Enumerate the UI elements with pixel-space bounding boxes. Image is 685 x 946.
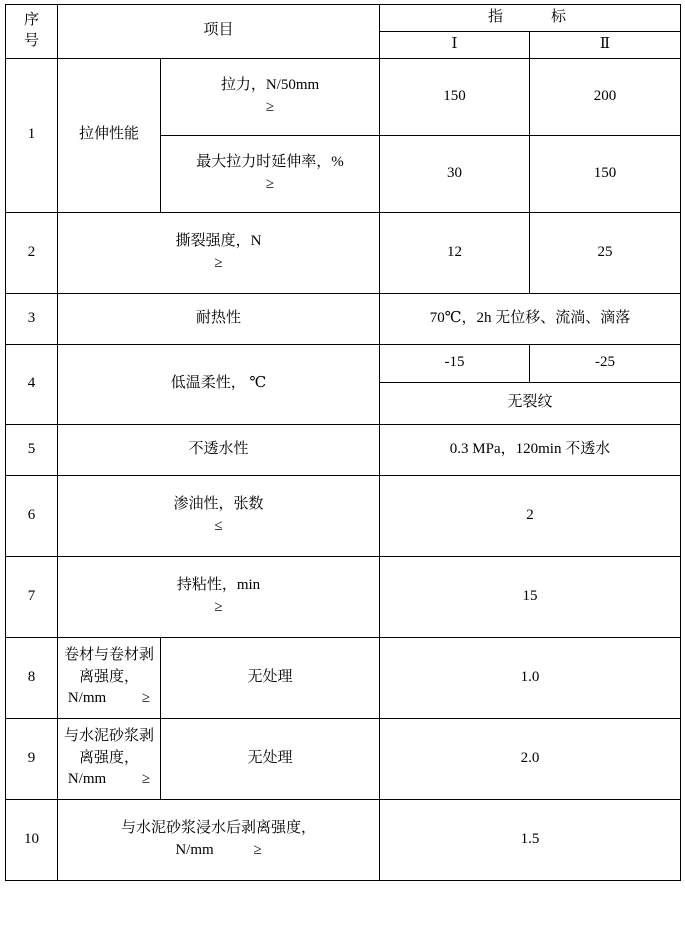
table-header-row-1: [6, 5, 681, 32]
row-value-grade1: 150: [380, 58, 530, 135]
row-subname: [161, 135, 380, 212]
row-number: 4: [6, 344, 58, 424]
row-name-symbol: ≥: [214, 598, 223, 615]
row-name: 不透水性: [58, 424, 380, 475]
row-value-span: 2: [380, 475, 681, 556]
row-value-grade1: 12: [380, 212, 530, 293]
row-name: [58, 718, 161, 799]
header-item-cell: 项目: [58, 5, 380, 59]
row-value-span: 无裂纹: [380, 382, 681, 424]
table-row: [6, 212, 681, 293]
row-subname: [161, 58, 380, 135]
row-name-text: 持粘性，min: [176, 576, 261, 593]
header-seq-cell: [6, 5, 58, 59]
row-name-unit: N/mm: [67, 690, 107, 707]
row-name-line2: [61, 769, 157, 791]
row-number: 9: [6, 718, 58, 799]
row-number: 10: [6, 799, 58, 880]
row-name-line2: [61, 688, 157, 710]
row-value-span: 2.0: [380, 718, 681, 799]
row-value-span: 70℃，2h 无位移、流淌、滴落: [380, 293, 681, 344]
row-condition: 无处理: [161, 637, 380, 718]
row-name-line1: 与水泥砂浆浸水后剥离强度，: [121, 819, 317, 836]
row-name-line1: 与水泥砂浆剥离强度，: [63, 727, 154, 766]
row-number: 3: [6, 293, 58, 344]
row-value-span: 15: [380, 556, 681, 637]
specification-table: [5, 4, 681, 881]
row-number: 6: [6, 475, 58, 556]
row-value-grade1: 30: [380, 135, 530, 212]
document-page: [0, 4, 685, 946]
row-name: 低温柔性， ℃: [58, 344, 380, 424]
row-value-span: 0.3 MPa，120min 不透水: [380, 424, 681, 475]
row-value-grade2: -25: [530, 344, 681, 382]
row-name-symbol: ≥: [253, 841, 262, 858]
row-name-symbol: ≤: [214, 517, 223, 534]
table-row: [6, 344, 681, 382]
row-name-text: 渗油性，张数: [173, 495, 264, 512]
table-row: [6, 424, 681, 475]
row-number: 7: [6, 556, 58, 637]
row-name: [58, 799, 380, 880]
row-condition: 无处理: [161, 718, 380, 799]
header-seq-line1: 序: [23, 11, 39, 28]
row-name-symbol: ≥: [141, 771, 151, 788]
table-row: [6, 556, 681, 637]
row-name: [58, 212, 380, 293]
table-row: [6, 293, 681, 344]
row-name-symbol: ≥: [214, 254, 223, 271]
row-name: [58, 475, 380, 556]
row-number: 5: [6, 424, 58, 475]
row-number: 2: [6, 212, 58, 293]
header-grade-1: Ⅰ: [380, 31, 530, 58]
row-value-grade2: 150: [530, 135, 681, 212]
row-name: [58, 637, 161, 718]
row-name: 拉伸性能: [58, 58, 161, 212]
row-subname-symbol: ≥: [265, 175, 275, 192]
table-row: [6, 475, 681, 556]
row-subname-text: 最大拉力时延伸率，%: [196, 153, 344, 170]
table-row: [6, 799, 681, 880]
table-row: [6, 718, 681, 799]
header-index-cell: 指 标: [380, 5, 681, 32]
row-value-grade2: 200: [530, 58, 681, 135]
row-value-grade2: 25: [530, 212, 681, 293]
row-number: 1: [6, 58, 58, 212]
table-row: [6, 637, 681, 718]
header-seq-line2: 号: [23, 33, 39, 50]
row-name-symbol: ≥: [141, 690, 151, 707]
table-row: [6, 58, 681, 135]
header-grade-2: Ⅱ: [530, 31, 681, 58]
row-subname-text: 拉力，N/50mm: [220, 76, 320, 93]
row-value-grade1: -15: [380, 344, 530, 382]
row-name: 耐热性: [58, 293, 380, 344]
row-value-span: 1.0: [380, 637, 681, 718]
row-name-line1: 卷材与卷材剥离强度，: [63, 646, 154, 685]
row-name-line2: [61, 840, 376, 862]
row-value-span: 1.5: [380, 799, 681, 880]
row-name-unit: N/mm: [67, 771, 107, 788]
row-name: [58, 556, 380, 637]
row-subname-symbol: ≥: [265, 98, 275, 115]
row-number: 8: [6, 637, 58, 718]
row-name-text: 撕裂强度，N: [175, 232, 262, 249]
row-name-unit: N/mm: [175, 841, 214, 858]
